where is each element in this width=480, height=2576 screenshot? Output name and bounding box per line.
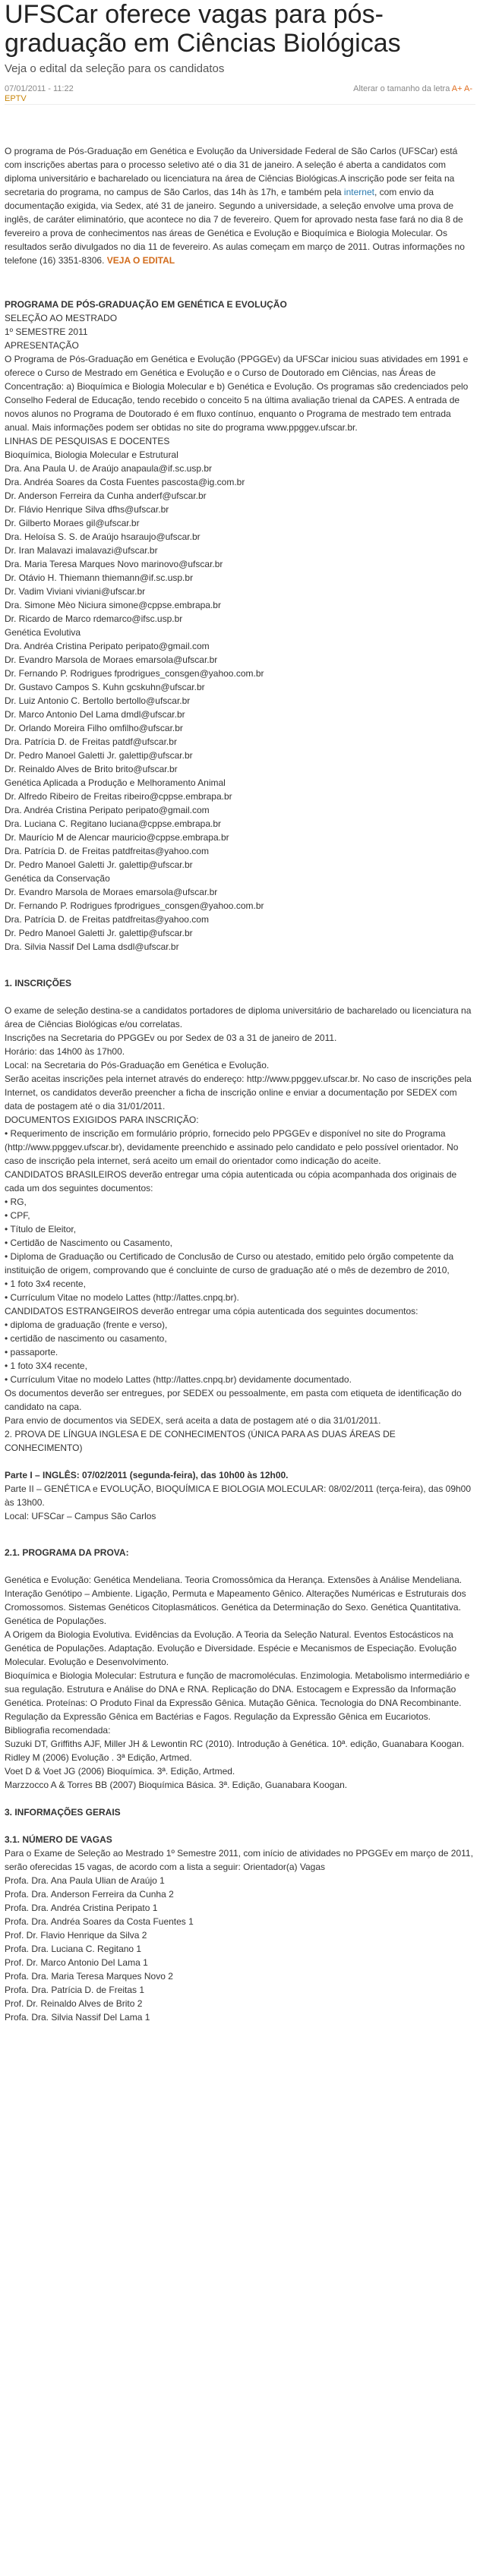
text-line: A Origem da Biologia Evolutiva. Evidências da Evolução. A Teoria da Seleção Natural. Eventos Estocásticos na Genética de Populações. Adaptação. Evolução e Diversidade. Espécie e Mecanismos de Especiação. Evolução Molecular. Evolução e Desenvolvimento. bbox=[5, 1629, 457, 1667]
text-line: Dr. Vadim Viviani viviani@ufscar.br bbox=[5, 586, 146, 597]
text-line: Dr. Otávio H. Thiemann thiemann@if.sc.usp.br bbox=[5, 572, 194, 583]
text-line: CANDIDATOS BRASILEIROS deverão entregar uma cópia autenticada ou cópia acompanhada dos originais de cada um dos seguintes documentos: bbox=[5, 1169, 457, 1193]
text-line: • Requerimento de inscrição em formulário próprio, fornecido pelo PPGGEv e disponível no site do Programa (http://www.ppggev.ufscar.br), devidamente preenchido e assinado pelo candidato e pelo possível orientador. No caso de inscrição pela internet, será aceito um email do orientador como indicação do aceite. bbox=[5, 1128, 459, 1166]
text-line: Dr. Iran Malavazi imalavazi@ufscar.br bbox=[5, 545, 158, 556]
text-line: Local: na Secretaria do Pós-Graduação em Genética e Evolução. bbox=[5, 1060, 270, 1070]
text-line: • diploma de graduação (frente e verso), bbox=[5, 1320, 168, 1330]
text-line: APRESENTAÇÃO bbox=[5, 340, 79, 351]
font-resize-control bbox=[353, 84, 472, 93]
text-line: Dra. Ana Paula U. de Araújo anapaula@if.sc.usp.br bbox=[5, 463, 213, 474]
page-title: UFSCar oferece vagas para pós-graduação em Ciências Biológicas bbox=[5, 0, 401, 58]
veja-edital-link[interactable]: VEJA O EDITAL bbox=[106, 255, 175, 266]
text-line: • certidão de nascimento ou casamento, bbox=[5, 1333, 167, 1344]
text-line: Dr. Orlando Moreira Filho omfilho@ufscar.br bbox=[5, 723, 183, 733]
text-line: Horário: das 14h00 às 17h00. bbox=[5, 1046, 125, 1057]
text-line: Dra. Simone Mèo Niciura simone@cppse.embrapa.br bbox=[5, 600, 221, 610]
font-size-down-button[interactable]: A- bbox=[464, 84, 472, 93]
text-line: Dr. Fernando P. Rodrigues fprodrigues_consgen@yahoo.com.br bbox=[5, 900, 264, 911]
text-line: Dr. Ricardo de Marco rdemarco@ifsc.usp.br bbox=[5, 613, 183, 624]
edital-body bbox=[5, 298, 475, 2024]
intro-paragraph bbox=[5, 144, 475, 267]
text-line: Dra. Maria Teresa Marques Novo marinovo@ufscar.br bbox=[5, 559, 223, 569]
section-informacoes: 3. INFORMAÇÕES GERAIS bbox=[5, 1807, 121, 1818]
text-line: • 1 foto 3X4 recente, bbox=[5, 1361, 87, 1371]
section-inscricoes: 1. INSCRIÇÕES bbox=[5, 978, 72, 988]
text-line: Os documentos deverão ser entregues, por SEDEX ou pessoalmente, em pasta com etiqueta de identificação do candidato na capa. bbox=[5, 1388, 462, 1412]
text-line: Dra. Patrícia D. de Freitas patdfreitas@yahoo.com bbox=[5, 914, 209, 925]
publish-date: 07/01/2011 - 11:22 bbox=[5, 84, 74, 93]
text-line: Dra. Andréa Cristina Peripato peripato@gmail.com bbox=[5, 805, 210, 815]
page-subtitle: Veja o edital da seleção para os candidatos bbox=[5, 62, 225, 75]
text-line: • Currículum Vitae no modelo Lattes (http://lattes.cnpq.br) devidamente documentado. bbox=[5, 1374, 352, 1385]
article-meta bbox=[5, 83, 475, 105]
text-line: Profa. Dra. Luciana C. Regitano 1 bbox=[5, 1944, 142, 1954]
text-line: Dr. Luiz Antonio C. Bertollo bertollo@ufscar.br bbox=[5, 695, 191, 706]
local: Local: UFSCar – Campus São Carlos bbox=[5, 1511, 156, 1521]
text-line: Bioquímica e Biologia Molecular: Estrutura e função de macromoléculas. Enzimologia. Metabolismo intermediário e sua regulação. Estrutura e Análise do DNA e RNA. Replicação do DNA. Estocagem e Expressão da Informação Genética. Proteínas: O Produto Final da Expressão Gênica. Mutação Gênica. Tecnologia do DNA Recombinante. Regulação da Expressão Gênica em Bactérias e Fagos. Regulação da Expressão Gênica em Eucariotos. bbox=[5, 1670, 470, 1722]
parte-1: Parte I – INGLÊS: 07/02/2011 (segunda-feira), das 10h00 às 12h00. bbox=[5, 1470, 289, 1480]
text-line: Profa. Dra. Silvia Nassif Del Lama 1 bbox=[5, 2012, 150, 2023]
text-line: Dr. Maurício M de Alencar mauricio@cppse.embrapa.br bbox=[5, 832, 229, 843]
text-line: Suzuki DT, Griffiths AJF, Miller JH & Lewontin RC (2010). Introdução à Genética. 10ª. edição, Guanabara Koogan. bbox=[5, 1739, 465, 1749]
text-line: CANDIDATOS ESTRANGEIROS deverão entregar uma cópia autenticada dos seguintes documentos: bbox=[5, 1306, 418, 1316]
text-line: Profa. Dra. Anderson Ferreira da Cunha 2 bbox=[5, 1889, 174, 1900]
text-line: • Certidão de Nascimento ou Casamento, bbox=[5, 1238, 172, 1248]
text-line: Dr. Evandro Marsola de Moraes emarsola@ufscar.br bbox=[5, 887, 218, 897]
text-line: Voet D & Voet JG (2006) Bioquímica. 3ª. Edição, Artmed. bbox=[5, 1766, 235, 1777]
text-line: Marzzocco A & Torres BB (2007) Bioquímica Básica. 3ª. Edição, Guanabara Koogan. bbox=[5, 1780, 348, 1790]
intro-text-1: O programa de Pós-Graduação em Genética e Evolução da Universidade Federal de São Carlos (UFSCar) está com inscrições abertas para o processo seletivo até o dia 31 de janeiro. A seleção é aberta a candidatos com diploma universitário e bacharelado ou licenciatura na área de Ciências Biológicas.A inscrição pode ser feita na secretaria do programa, no campus de São Carlos, das 14h às 17h, e também pela bbox=[5, 146, 458, 197]
text-line: Profa. Dra. Andréa Cristina Peripato 1 bbox=[5, 1903, 158, 1913]
text-line: Para o Exame de Seleção ao Mestrado 1º Semestre 2011, com início de atividades no PPGGEv em março de 2011, serão oferecidas 15 vagas, de acordo com a lista a seguir: Orientador(a) Vagas bbox=[5, 1848, 473, 1872]
text-line: Dr. Marco Antonio Del Lama dmdl@ufscar.br bbox=[5, 709, 185, 720]
text-line: Genética e Evolução: Genética Mendeliana. Teoria Cromossômica da Herança. Extensões à Análise Mendeliana. Interação Genótipo – Ambiente. Ligação, Permuta e Mapeamento Gênico. Alterações Numéricas e Estruturais dos Cromossomos. Sistemas Genéticos Citoplasmáticos. Genética da Determinação do Sexo. Genética Quantitativa. Genética de Populações. bbox=[5, 1575, 466, 1626]
text-line: Dr. Pedro Manoel Galetti Jr. galettip@ufscar.br bbox=[5, 859, 193, 870]
parte-2: Parte II – GENÉTICA e EVOLUÇÃO, BIOQUÍMICA E BIOLOGIA MOLECULAR: 08/02/2011 (terça-feira), das 09h00 às 13h00. bbox=[5, 1483, 472, 1508]
text-line: 2. PROVA DE LÍNGUA INGLESA E DE CONHECIMENTOS (ÚNICA PARA AS DUAS ÁREAS DE CONHECIMENTO) bbox=[5, 1429, 396, 1453]
internet-link[interactable]: internet bbox=[343, 187, 374, 197]
text-line: SELEÇÃO AO MESTRADO bbox=[5, 313, 118, 323]
text-line: Dr. Anderson Ferreira da Cunha anderf@ufscar.br bbox=[5, 490, 207, 501]
font-size-up-button[interactable]: A+ bbox=[451, 84, 463, 93]
text-line: LINHAS DE PESQUISAS E DOCENTES bbox=[5, 436, 170, 446]
text-line: Profa. Dra. Patrícia D. de Freitas 1 bbox=[5, 1985, 145, 1995]
text-line: • RG, bbox=[5, 1197, 27, 1207]
text-line: Dr. Gilberto Moraes gil@ufscar.br bbox=[5, 518, 140, 528]
text-line: Genética Evolutiva bbox=[5, 627, 81, 638]
programa-text bbox=[5, 1573, 475, 1792]
text-line: • Currículum Vitae no modelo Lattes (http://lattes.cnpq.br). bbox=[5, 1292, 239, 1303]
text-line: Para envio de documentos via SEDEX, será aceita a data de postagem até o dia 31/01/2011. bbox=[5, 1415, 381, 1426]
source-label: EPTV bbox=[5, 94, 27, 103]
section-programa: 2.1. PROGRAMA DA PROVA: bbox=[5, 1547, 129, 1558]
text-line: Profa. Dra. Maria Teresa Marques Novo 2 bbox=[5, 1971, 173, 1982]
text-line: Dra. Patrícia D. de Freitas patdfreitas@yahoo.com bbox=[5, 846, 209, 856]
text-line: • Título de Eleitor, bbox=[5, 1224, 77, 1234]
text-line: Profa. Dra. Ana Paula Ulian de Araújo 1 bbox=[5, 1875, 165, 1886]
text-line: • CPF, bbox=[5, 1210, 30, 1221]
text-line: Dr. Flávio Henrique Silva dfhs@ufscar.br bbox=[5, 504, 169, 515]
text-line: Dr. Alfredo Ribeiro de Freitas ribeiro@cppse.embrapa.br bbox=[5, 791, 232, 802]
text-line: Serão aceitas inscrições pela internet através do endereço: http://www.ppggev.ufscar.br. No caso de inscrições pela Internet, os candidatos deverão preencher a ficha de inscrição online e enviar a documentação por SEDEX com data de postagem até o dia 31/01/2011. bbox=[5, 1074, 472, 1111]
text-line: Genética da Conservação bbox=[5, 873, 110, 884]
text-line: Dr. Fernando P. Rodrigues fprodrigues_consgen@yahoo.com.br bbox=[5, 668, 264, 679]
text-line: Dra. Silvia Nassif Del Lama dsdl@ufscar.br bbox=[5, 941, 179, 952]
text-line: Dr. Gustavo Campos S. Kuhn gcskuhn@ufscar.br bbox=[5, 682, 205, 692]
text-line: Dr. Reinaldo Alves de Brito brito@ufscar.br bbox=[5, 764, 178, 774]
text-line: DOCUMENTOS EXIGIDOS PARA INSCRIÇÃO: bbox=[5, 1115, 199, 1125]
text-line: Dra. Andréa Soares da Costa Fuentes pascosta@ig.com.br bbox=[5, 477, 245, 487]
text-line: Bibliografia recomendada: bbox=[5, 1725, 111, 1736]
text-line: Dra. Patrícia D. de Freitas patdf@ufscar.br bbox=[5, 736, 177, 747]
text-line: Dr. Pedro Manoel Galetti Jr. galettip@ufscar.br bbox=[5, 928, 193, 938]
text-line: Prof. Dr. Flavio Henrique da Silva 2 bbox=[5, 1930, 147, 1941]
text-line: Prof. Dr. Reinaldo Alves de Brito 2 bbox=[5, 1998, 143, 2009]
text-line: Dr. Evandro Marsola de Moraes emarsola@ufscar.br bbox=[5, 654, 218, 665]
section-vagas: 3.1. NÚMERO DE VAGAS bbox=[5, 1834, 112, 1845]
edital-heading: PROGRAMA DE PÓS-GRADUAÇÃO EM GENÉTICA E EVOLUÇÃO bbox=[5, 299, 287, 310]
text-line: Dra. Heloísa S. S. de Araújo hsaraujo@ufscar.br bbox=[5, 531, 201, 542]
text-line: Dra. Andréa Cristina Peripato peripato@gmail.com bbox=[5, 641, 210, 651]
text-line: • passaporte. bbox=[5, 1347, 58, 1357]
text-line: Dr. Pedro Manoel Galetti Jr. galettip@ufscar.br bbox=[5, 750, 193, 761]
font-resize-label: Alterar o tamanho da letra bbox=[353, 84, 450, 93]
text-line: • 1 foto 3x4 recente, bbox=[5, 1279, 86, 1289]
presentation-and-faculty bbox=[5, 311, 475, 954]
text-line: O exame de seleção destina-se a candidatos portadores de diploma universitário de bacharelado ou licenciatura na área de Ciências Biológicas e/ou correlatas. bbox=[5, 1005, 472, 1029]
text-line: Genética Aplicada a Produção e Melhoramento Animal bbox=[5, 777, 226, 788]
text-line: Bioquímica, Biologia Molecular e Estrutural bbox=[5, 449, 178, 460]
text-line: Prof. Dr. Marco Antonio Del Lama 1 bbox=[5, 1957, 148, 1968]
intro-text-2: , com envio da documentação exigida, via Sedex, até 31 de janeiro. Segundo a universidade, a seleção envolve uma prova de inglês, de caráter eliminatório, que acontece no dia 7 de fevereiro. Quem for aprovado nesta fase fará no dia 8 de fevereiro a prova de conhecimentos nas áreas de Genética e Evolução e Bioquímica e Biologia Molecular. Os resultados serão divulgados no dia 11 de fevereiro. As aulas começam em março de 2011. Outras informações no telefone (16) 3351-8306. bbox=[5, 187, 465, 266]
text-line: Profa. Dra. Andréa Soares da Costa Fuentes 1 bbox=[5, 1916, 194, 1927]
inscricoes-text bbox=[5, 1004, 475, 1455]
text-line: Dra. Luciana C. Regitano luciana@cppse.embrapa.br bbox=[5, 818, 222, 829]
text-line: Ridley M (2006) Evolução . 3ª Edição, Artmed. bbox=[5, 1752, 192, 1763]
text-line: O Programa de Pós-Graduação em Genética e Evolução (PPGGEv) da UFSCar iniciou suas atividades em 1991 e oferece o Curso de Mestrado em Genética e Evolução e o Curso de Doutorado em Ciências, nas Áreas de Concentração: a) Bioquímica e Biologia Molecular e b) Genética e Evolução. Os programas são credenciados pelo Conselho Federal de Educação, tendo recebido o conceito 5 na última avaliação trienal da CAPES. A entrada de novos alunos no Programa de Doutorado é em fluxo contínuo, enquanto o Programa de mestrado tem entrada anual. Mais informações podem ser obtidas no site do programa www.ppggev.ufscar.br. bbox=[5, 354, 469, 433]
text-line: Inscrições na Secretaria do PPGGEv ou por Sedex de 03 a 31 de janeiro de 2011. bbox=[5, 1033, 337, 1043]
text-line: 1º SEMESTRE 2011 bbox=[5, 326, 88, 337]
vagas-text bbox=[5, 1846, 475, 2024]
text-line: • Diploma de Graduação ou Certificado de Conclusão de Curso ou atestado, emitido pelo órgão competente da instituição de origem, comprovando que é concluinte de curso de graduação até o mês de dezembro de 2010, bbox=[5, 1251, 454, 1275]
